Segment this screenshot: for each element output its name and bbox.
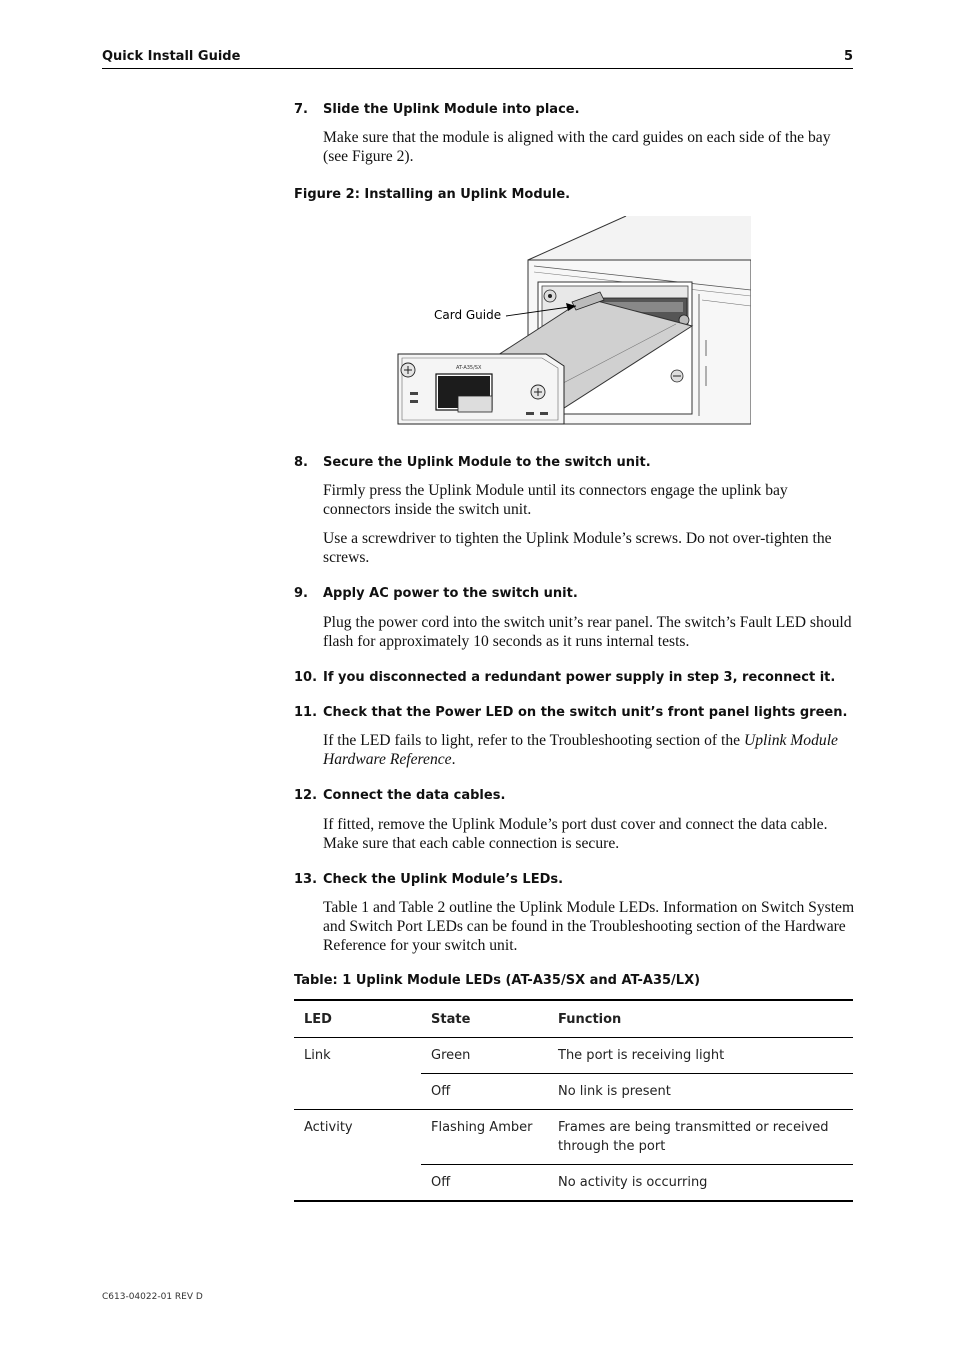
step-7-body: Make sure that the module is aligned with the card guides on each side of the bay (see Figure 2).: [323, 129, 831, 165]
table-row: [294, 1165, 853, 1202]
uplink-illustration: [396, 216, 751, 428]
uplink-led-table: [294, 999, 853, 1202]
page-number: 5: [843, 49, 853, 64]
step-12-body: If fitted, remove the Uplink Module’s port dust cover and connect the data cable. Make sure that each cable connection is secure.: [323, 816, 828, 852]
column-header-function: Function: [548, 1000, 853, 1038]
table-row: [294, 1074, 853, 1110]
step-title: Check that the Power LED on the switch unit’s front panel lights green.: [323, 705, 848, 720]
card-guide-callout: Card Guide: [434, 308, 502, 322]
step-title: Connect the data cables.: [323, 788, 506, 803]
step-number: 10.: [294, 670, 318, 685]
document-title: Quick Install Guide: [102, 49, 241, 64]
step-11-body-end: .: [451, 751, 456, 768]
uplink-module-figure: [396, 216, 751, 428]
step-9-body: Plug the power cord into the switch unit’s rear panel. The switch’s Fault LED should flash for approximately 10 seconds as it runs internal tests.: [323, 614, 852, 650]
function-cell: No activity is occurring: [548, 1165, 853, 1202]
step-title: If you disconnected a redundant power supply in step 3, reconnect it.: [323, 670, 836, 685]
step-number: 7.: [294, 102, 308, 117]
hardware-reference-title: Uplink Module Hardware Reference: [323, 732, 838, 768]
module-model-label: AT-A35/SX: [456, 365, 482, 371]
function-cell: Frames are being transmitted or received through the port: [548, 1110, 853, 1165]
step-number: 11.: [294, 705, 318, 720]
table-row: [294, 1110, 853, 1165]
led-cell: Activity: [294, 1110, 421, 1165]
step-number: 9.: [294, 586, 308, 601]
step-8-body-1: Firmly press the Uplink Module until its connectors engage the uplink bay connectors inside the switch unit.: [323, 482, 788, 518]
led-cell: [294, 1165, 421, 1202]
step-8-body-2: Use a screwdriver to tighten the Uplink Module’s screws. Do not over-tighten the screws.: [323, 530, 832, 566]
state-cell: Flashing Amber: [421, 1110, 548, 1165]
function-cell: The port is receiving light: [558, 1048, 725, 1063]
step-number: 13.: [294, 872, 318, 887]
function-cell: No link is present: [548, 1074, 853, 1110]
document-id-footer: C613-04022-01 REV D: [102, 1292, 203, 1302]
step-13-body: Table 1 and Table 2 outline the Uplink Module LEDs. Information on Switch System and Switch Port LEDs can be found in the Troubleshooting section of the Hardware Reference for your switch unit.: [323, 899, 855, 954]
led-cell: [294, 1074, 421, 1110]
state-cell: Off: [421, 1165, 548, 1202]
figure-caption: Figure 2: Installing an Uplink Module.: [294, 187, 571, 202]
step-title: Check the Uplink Module’s LEDs.: [323, 872, 564, 887]
state-cell: Green: [431, 1048, 471, 1063]
column-header-led: LED: [294, 1000, 421, 1038]
column-header-state: State: [421, 1000, 548, 1038]
state-cell: Off: [421, 1074, 548, 1110]
led-cell: Link: [304, 1048, 331, 1063]
step-11-body: [323, 731, 855, 769]
step-number: 12.: [294, 788, 318, 803]
page-header: [102, 48, 853, 69]
step-title: Apply AC power to the switch unit.: [323, 586, 578, 601]
step-title: Secure the Uplink Module to the switch unit.: [323, 455, 651, 470]
step-number: 8.: [294, 455, 308, 470]
step-11-body-text: If the LED fails to light, refer to the Troubleshooting section of the: [323, 732, 744, 749]
table-caption: Table: 1 Uplink Module LEDs (AT-A35/SX and AT-A35/LX): [294, 973, 701, 988]
table-row: [294, 1038, 853, 1074]
step-title: Slide the Uplink Module into place.: [323, 102, 580, 117]
table-header-row: [294, 1000, 853, 1038]
